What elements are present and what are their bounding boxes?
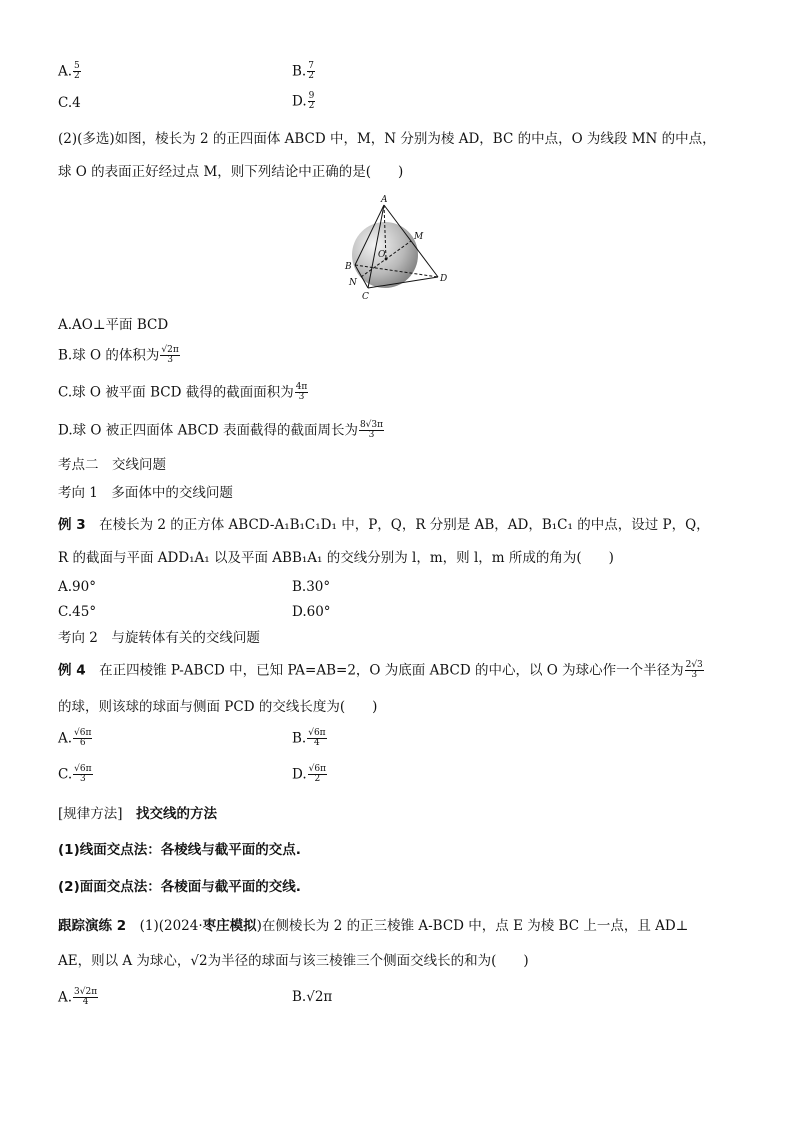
practice-line-2: AE，则以 A 为球心，√2为半径的球面与该三棱锥三个侧面交线长的和为( ) bbox=[58, 953, 529, 969]
option-c: C.4 bbox=[58, 95, 81, 111]
ex3-option-b: B.30° bbox=[292, 579, 331, 595]
option-d: D. $\frac{9}{2}$ bbox=[292, 91, 315, 112]
ex4-option-b: B. $\frac{√6\pi}{4}$ bbox=[292, 728, 326, 749]
ex4-option-c: C. $\frac{√6\pi}{3}$ bbox=[58, 764, 92, 785]
example-3-line-1: 例 3 在棱长为 2 的正方体 ABCD-A₁B₁C₁D₁ 中，P，Q，R 分别是 AB，AD，B₁C₁ 的中点，设过 P，Q， bbox=[58, 517, 710, 533]
method-item-1: (1)线面交点法：各棱线与截平面的交点. bbox=[58, 842, 301, 858]
ex3-option-a: A.90° bbox=[58, 579, 96, 595]
q2-option-b: B.球 O 的体积为 $\frac{√2\pi}{3}$ bbox=[58, 345, 179, 366]
method-heading: [规律方法] 找交线的方法 bbox=[58, 806, 218, 822]
option-a: A. $\frac{5}{2}$ bbox=[58, 61, 80, 82]
label-c: C bbox=[362, 292, 369, 302]
ex4-option-d: D. $\frac{√6\pi}{2}$ bbox=[292, 764, 327, 785]
q2-option-d: D.球 O 被正四面体 ABCD 表面截得的截面周长为 $\frac{8√3\pi}{3}$ bbox=[58, 420, 384, 441]
option-b: B. $\frac{7}{2}$ bbox=[292, 61, 314, 82]
label-n: N bbox=[349, 278, 357, 288]
ex4-option-a: A. $\frac{√6\pi}{6}$ bbox=[58, 728, 92, 749]
section-title: 考点二 交线问题 bbox=[58, 457, 166, 473]
practice-option-b: B.√2π bbox=[292, 989, 333, 1005]
ex3-option-d: D.60° bbox=[292, 604, 331, 620]
question-2-line-2: 球 O 的表面正好经过点 M，则下列结论中正确的是( ) bbox=[58, 164, 404, 180]
method-item-2: (2)面面交点法：各棱面与截平面的交线. bbox=[58, 879, 301, 895]
example-3-line-2: R 的截面与平面 ADD₁A₁ 以及平面 ABB₁A₁ 的交线分别为 l，m，则 l，m 所成的角为( ) bbox=[58, 550, 614, 566]
label-b: B bbox=[345, 262, 352, 272]
direction-2-title: 考向 2 与旋转体有关的交线问题 bbox=[58, 630, 260, 646]
q2-option-a: A.AO⊥平面 BCD bbox=[58, 317, 169, 333]
example-4-line-2: 的球，则该球的球面与侧面 PCD 的交线长度为( ) bbox=[58, 699, 378, 715]
ex3-option-c: C.45° bbox=[58, 604, 97, 620]
practice-line-1: 跟踪演练 2 (1)(2024·枣庄模拟)在侧棱长为 2 的正三棱锥 A-BCD 中，点 E 为棱 BC 上一点，且 AD⊥ bbox=[58, 918, 689, 934]
label-o: O bbox=[378, 250, 386, 260]
example-4-line-1: 例 4 在正四棱锥 P-ABCD 中，已知 PA=AB=2，O 为底面 ABCD 的中心，以 O 为球心作一个半径为 $\frac{2√3}{3}$ bbox=[58, 660, 703, 681]
practice-option-a: A. $\frac{3√2\pi}{4}$ bbox=[58, 987, 98, 1008]
direction-1-title: 考向 1 多面体中的交线问题 bbox=[58, 485, 233, 501]
label-a: A bbox=[381, 195, 388, 205]
q2-option-c: C.球 O 被平面 BCD 截得的截面面积为 $\frac{4\pi}{3}$ bbox=[58, 382, 308, 403]
tetrahedron-figure bbox=[335, 192, 455, 304]
label-m: M bbox=[414, 232, 424, 242]
question-2-line-1: (2)(多选)如图，棱长为 2 的正四面体 ABCD 中，M，N 分别为棱 AD，BC 的中点，O 为线段 MN 的中点， bbox=[58, 131, 716, 147]
label-d: D bbox=[440, 274, 448, 284]
